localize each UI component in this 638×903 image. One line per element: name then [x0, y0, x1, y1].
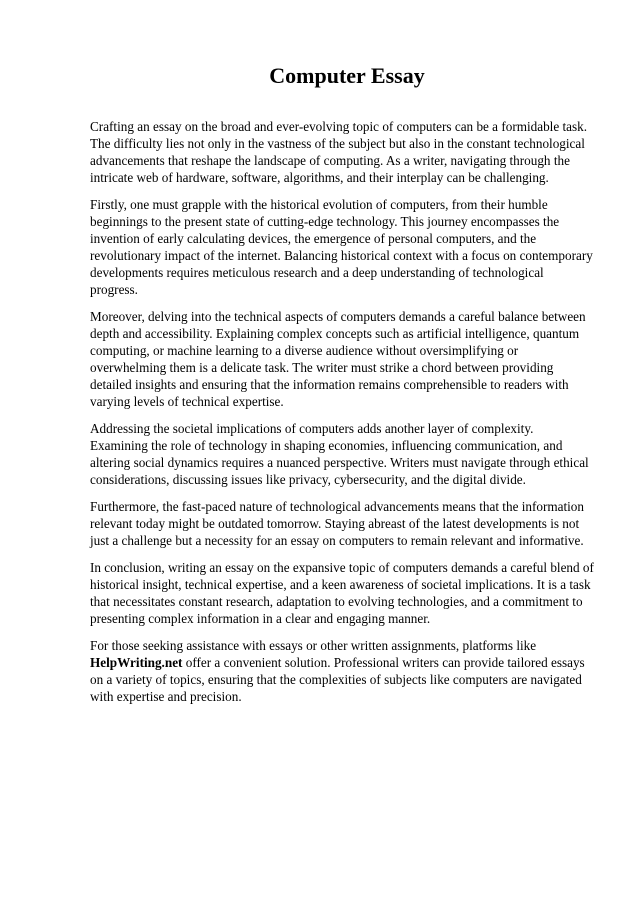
closing-text-after: offer a convenient solution. Professional writers can provide tailored essays on a variety of topics, ensuring that the complexities of subjects like computers are navigated with expertise and precision.	[90, 655, 585, 704]
paragraph-pace: Furthermore, the fast-paced nature of technological advancements means that the information relevant today might be outdated tomorrow. Staying abreast of the latest developments is not just a challenge but a necessity for an essay on computers to remain relevant and informative.	[90, 499, 584, 548]
page-title: Computer Essay	[269, 63, 425, 88]
paragraph-technical: Moreover, delving into the technical aspects of computers demands a careful balance between depth and accessibility. Explaining complex concepts such as artificial intelligence, quantum computing, or machine learning to a diverse audience without oversimplifying or overwhelming them is a delicate task. The writer must strike a chord between providing detailed insights and ensuring that the information remains comprehensible to readers with varying levels of technical expertise.	[90, 309, 586, 409]
closing-text-before: For those seeking assistance with essays or other written assignments, platforms like	[90, 638, 537, 653]
paragraph-closing	[90, 637, 594, 705]
brand-name: HelpWriting.net	[90, 655, 183, 670]
paragraph-history: Firstly, one must grapple with the historical evolution of computers, from their humble beginnings to the present state of cutting-edge technology. This journey encompasses the invention of early calculating devices, the emergence of personal computers, and the revolutionary impact of the internet. Balancing historical context with a focus on contemporary developments requires meticulous research and a deep understanding of technological progress.	[90, 197, 593, 297]
paragraph-intro: Crafting an essay on the broad and ever-evolving topic of computers can be a formidable task. The difficulty lies not only in the vastness of the subject but also in the constant technological advancements that reshape the landscape of computing. As a writer, navigating through the intricate web of hardware, software, algorithms, and their interplay can be challenging.	[90, 119, 588, 185]
paragraph-societal: Addressing the societal implications of computers adds another layer of complexity. Examining the role of technology in shaping economies, influencing communication, and altering social dynamics requires a nuanced perspective. Writers must navigate through ethical considerations, discussing issues like privacy, cybersecurity, and the digital divide.	[90, 421, 589, 487]
paragraph-conclusion: In conclusion, writing an essay on the expansive topic of computers demands a careful blend of historical insight, technical expertise, and a keen awareness of societal implications. It is a task that necessitates constant research, adaptation to evolving technologies, and a commitment to presenting complex information in a clear and engaging manner.	[90, 560, 594, 626]
